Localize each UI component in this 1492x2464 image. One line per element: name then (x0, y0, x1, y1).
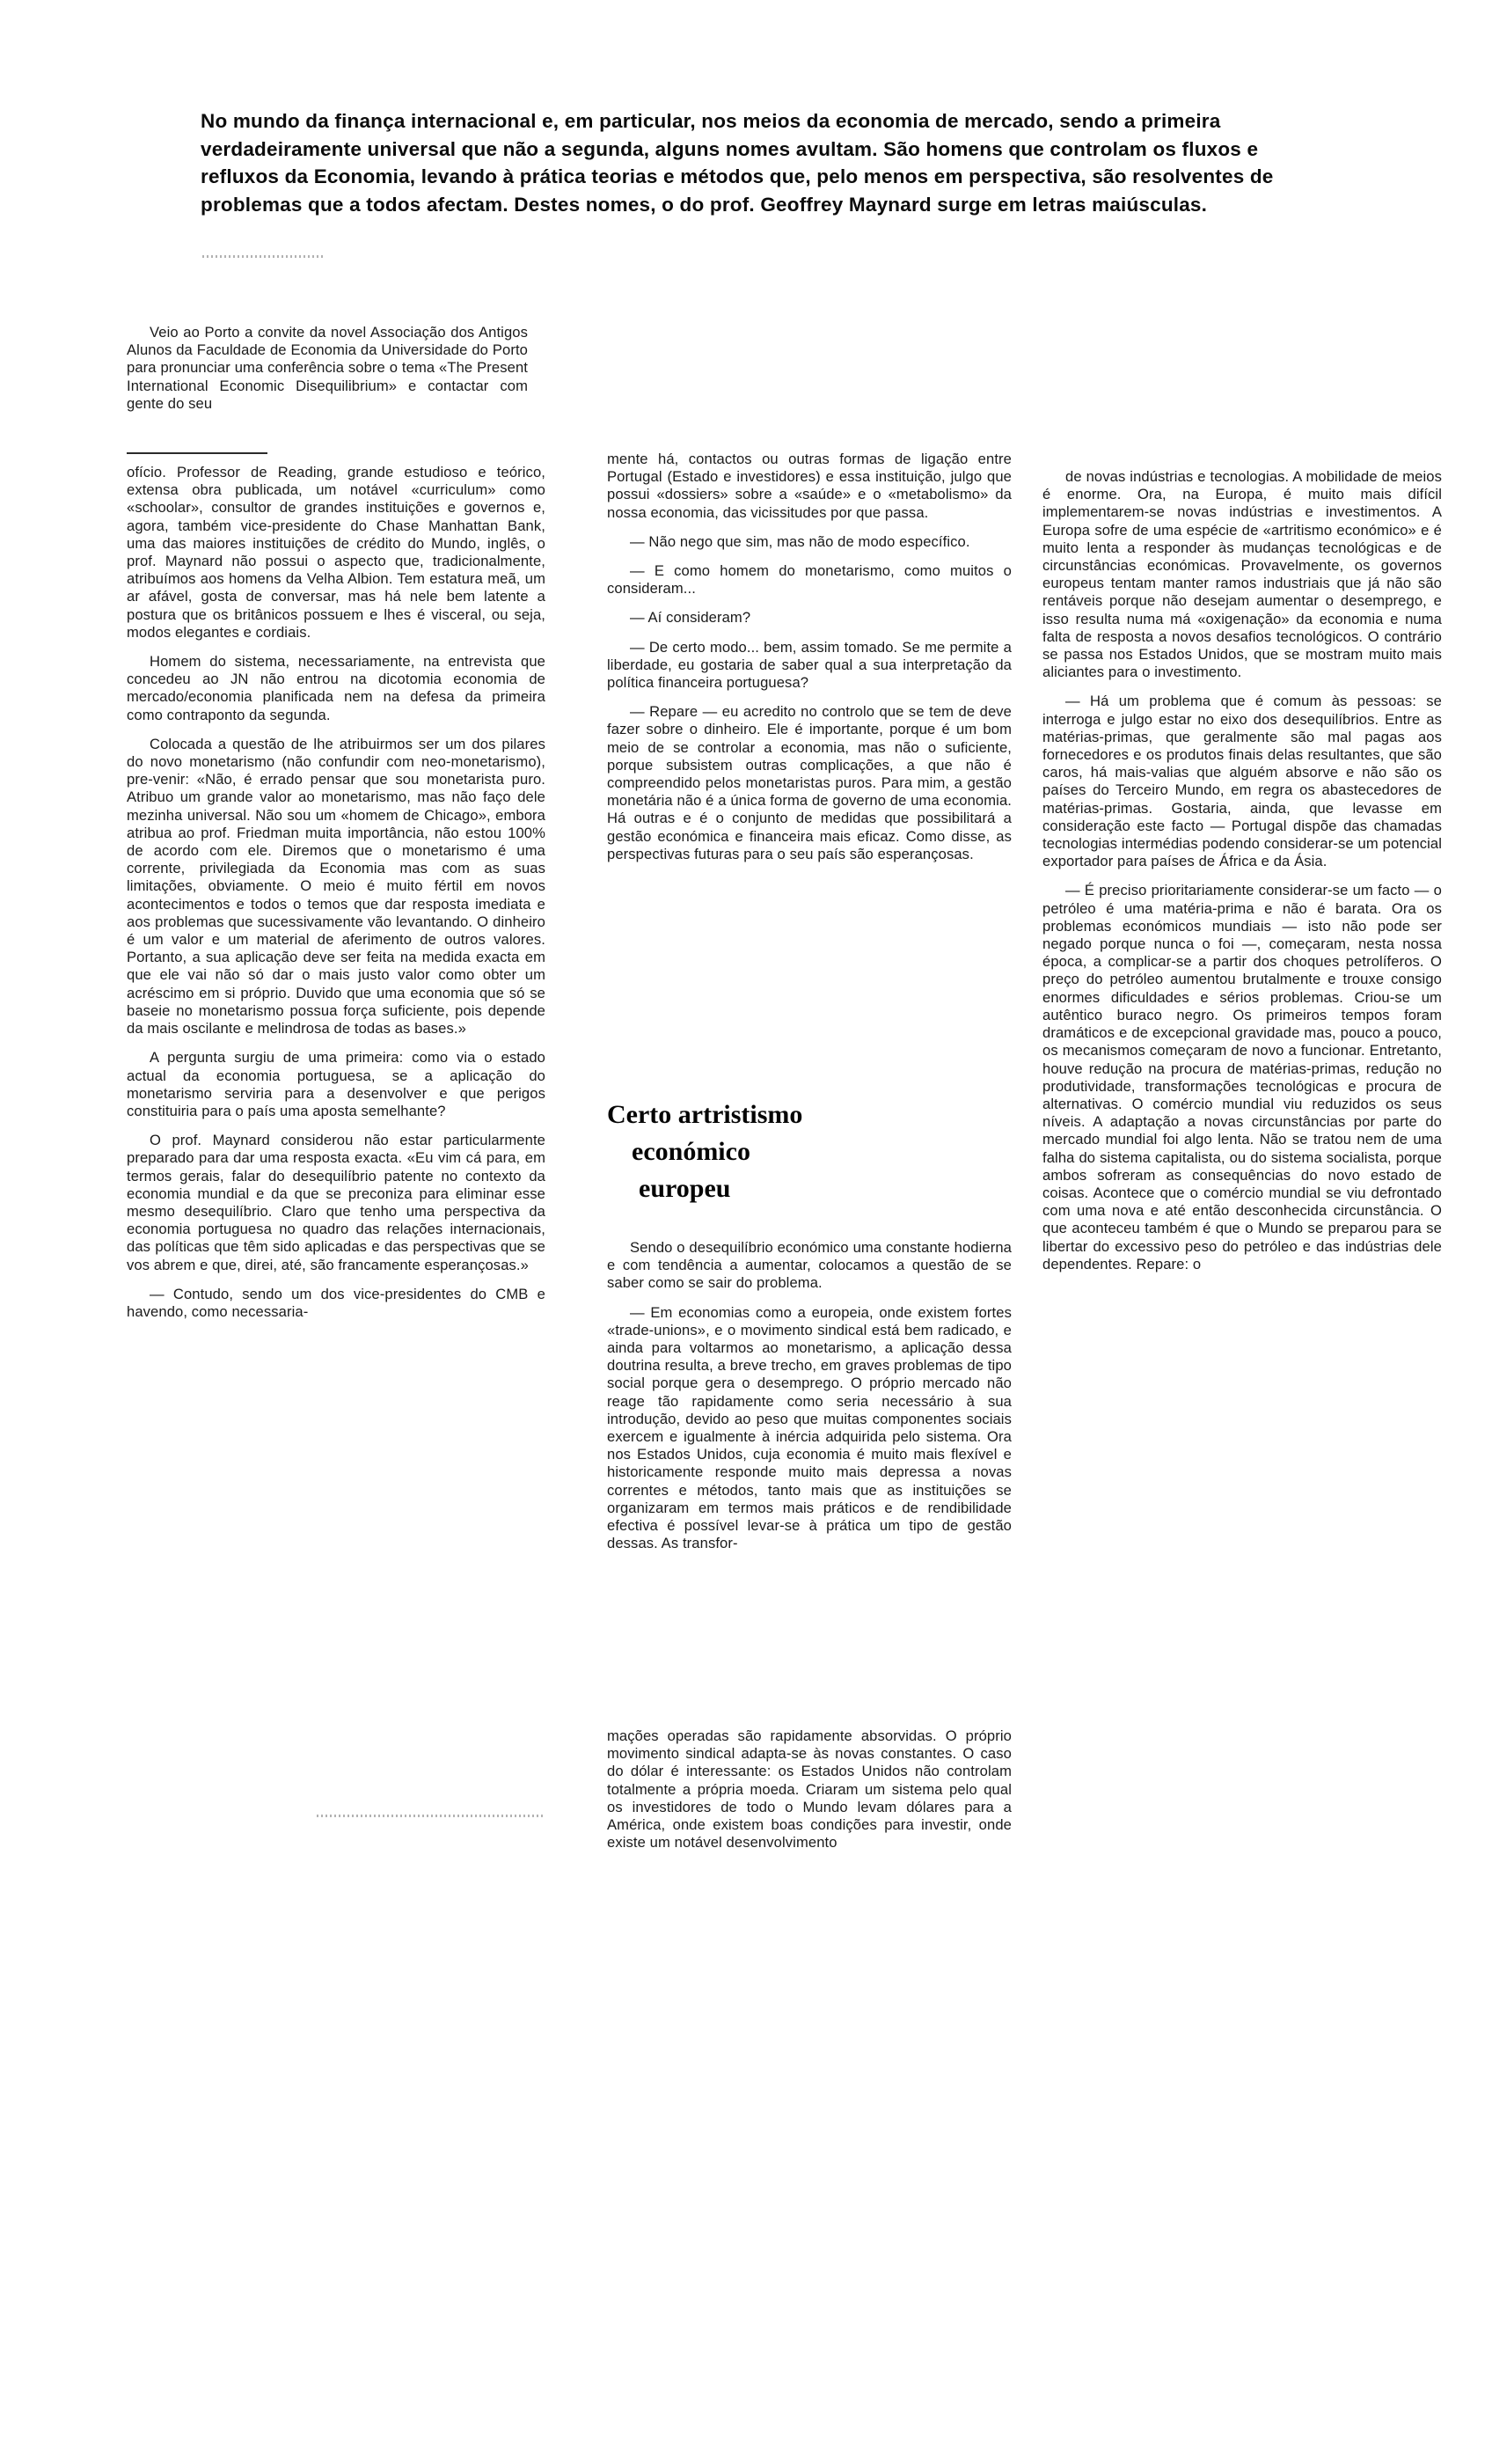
paragraph: — Contudo, sendo um dos vice-presidentes do CMB e havendo, como necessaria- (127, 1285, 545, 1320)
column-2-bottom (607, 1727, 1012, 1863)
print-noise (317, 1815, 545, 1817)
column-3 (1042, 468, 1442, 1285)
subheading-line: económico (632, 1137, 750, 1166)
column-2-middle (607, 1239, 1012, 1564)
subheading (607, 1096, 1012, 1207)
paragraph: — Não nego que sim, mas não de modo específico. (630, 532, 970, 550)
paragraph: — Em economias como a europeia, onde existem fortes «trade-unions», e o movimento sindical está bem radicado, e ainda para voltarmos ao monetarismo, a aplicação dessa doutrina resulta, a breve trecho, em graves problemas de tipo social porque gera o desemprego. O próprio mercado não reage tão rapidamente como seria necessário à sua introdução, devido ao peso que muitas componentes sociais exercem e igualmente à inércia adquirida pelo sistema. Ora nos Estados Unidos, cuja economia é muito mais flexível e historicamente responde muito mais depressa a novas correntes e métodos, tanto mais que as instituições se organizaram em termos mais práticos e de rendibilidade efectiva é possível levar-se à prática um tipo de gestão dessas. As transfor- (607, 1303, 1012, 1552)
lead-paragraph: No mundo da finança internacional e, em particular, nos meios da economia de mercado, sendo a primeira verdadeiramente universal que não a segunda, alguns nomes avultam. São homens que controlam os fluxos e refluxos da Economia, levando à prática teorias e métodos que, pelo menos em perspectiva, são resolventes de problemas que a todos afectam. Destes nomes, o do prof. Geoffrey Maynard surge em letras maiúsculas. (201, 110, 1274, 216)
paragraph: — Aí consideram? (630, 609, 751, 627)
paragraph: — Repare — eu acredito no controlo que se tem de deve fazer sobre o dinheiro. Ele é importante, porque é um bom meio de se controlar a economia, mas não o suficiente, porque subsistem outras complicações, a que não é compreendido pelos monetaristas puros. Para mim, a gestão monetária não é a única forma de governo de uma economia. Há outras e é o conjunto de medidas que possibilitará a gestão económica e financeira mais eficaz. Como disse, as perspectivas futuras para o seu país são esperançosas. (607, 703, 1012, 862)
paragraph: Veio ao Porto a convite da novel Associação dos Antigos Alunos da Faculdade de Economia da Universidade do Porto para pronunciar uma conferência sobre o tema «The Present International Economic Disequilibrium» e contactar com gente do seu (127, 324, 528, 412)
paragraph: Colocada a questão de lhe atribuirmos ser um dos pilares do novo monetarismo (não confundir com neo-monetarismo), pre-venir: «Não, é errado pensar que sou monetarista puro. Atribuo um grande valor ao monetarismo, mas não faço dele mezinha universal. Não sou um «homem de Chicago», embora atribua ao prof. Friedman muita importância, não estou 100% de acordo com ele. Diremos que o monetarismo é uma corrente, privilegiada da Economia mas com as suas limitações, obviamente. O meio é muito fértil em novos acontecimentos e todos o temos que dar resposta imediata e aos problemas que sucessivamente vão levantando. O dinheiro é um valor e um material de aferimento de outros valores. Portanto, a sua aplicação deve ser feita na medida exacta em que ele vai não só dar o mais justo valor como obter um acréscimo em si próprio. Duvido que uma economia que só se baseie no monetarismo possua força suficiente, pois depende da mais oscilante e melindrosa de todas as bases.» (127, 735, 545, 1038)
paragraph: mações operadas são rapidamente absorvidas. O próprio movimento sindical adapta-se às novas constantes. O caso do dólar é interessante: os Estados Unidos não controlam totalmente a própria moeda. Criaram um sistema pelo qual os investidores de todo o Mundo levam dólares para a América, onde existem boas condições para investir, onde existe um notável desenvolvimento (607, 1727, 1012, 1852)
paragraph: mente há, contactos ou outras formas de ligação entre Portugal (Estado e investidores) e essa instituição, julgo que possui «dossiers» sobre a «saúde» e o «metabolismo» da nossa economia, das vicissitudes por que passa. (607, 451, 1012, 521)
paragraph: — De certo modo... bem, assim tomado. Se me permite a liberdade, eu gostaria de saber qual a sua interpretação da política financeira portuguesa? (607, 638, 1012, 692)
column-divider (127, 452, 267, 454)
paragraph: Sendo o desequilíbrio económico uma constante hodierna e com tendência a aumentar, colocamos a questão de se saber como se sair do problema. (607, 1239, 1012, 1292)
subheading-line: europeu (639, 1174, 731, 1203)
paragraph: de novas indústrias e tecnologias. A mobilidade de meios é enorme. Ora, na Europa, é muito mais difícil implementarem-se novas indústrias e investimentos. A Europa sofre de uma espécie de «artritismo económico» e é muito lenta a responder às mudanças tecnológicas e de circunstâncias económicas. Provavelmente, os governos europeus tentam manter ramos industriais que já não são rentáveis porque não desejam aumentar o desemprego, e isso resulta numa má «oxigenação» da economia e numa falta de resposta a novos desafios tecnológicos. O contrário se passa nos Estados Unidos, que se mostram muito mais aliciantes para o investimento. (1042, 468, 1442, 681)
paragraph: Homem do sistema, necessariamente, na entrevista que concedeu ao JN não entrou na dicotomia economia de mercado/economia planificada nem na defesa da primeira como contraponto da segunda. (127, 653, 545, 723)
column-1-body (127, 464, 545, 1332)
column-1-intro (127, 324, 528, 424)
paragraph: A pergunta surgiu de uma primeira: como via o estado actual da economia portuguesa, se a aplicação do monetarismo serviria para a desenvolver e que perigos constituiria para o país uma aposta semelhante? (127, 1049, 545, 1119)
paragraph: ofício. Professor de Reading, grande estudioso e teórico, extensa obra publicada, um notável «curriculum» como «schoolar», consultor de grandes instituições e governos e, agora, também vice-presidente do Chase Manhattan Bank, uma das maiores instituições de crédito do Mundo, inglês, o prof. Maynard não possui o aspecto que, tradicionalmente, atribuímos aos homens da Velha Albion. Tem estatura meã, um ar afável, gosta de conversar, mas há nele bem latente a postura que os britânicos possuem e lhes é visceral, ou seja, modos elegantes e cordiais. (127, 464, 545, 641)
subheading-line: Certo artristismo (607, 1100, 803, 1129)
paragraph: — Há um problema que é comum às pessoas: se interroga e julgo estar no eixo dos desequilíbrios. Entre as matérias-primas, que geralmente são mal pagas aos fornecedores e os produtos finais delas resultantes, que são caros, há mais-valias que alguém absorve e não são os países do Terceiro Mundo, em regra os abastecedores de matérias-primas. Gostaria, ainda, que levasse em consideração este facto — Portugal dispõe das chamadas tecnologias intermédias podendo considerar-se um potencial exportador para países de África e da Ásia. (1042, 693, 1442, 870)
column-2-top (607, 451, 1012, 875)
paragraph: — É preciso prioritariamente considerar-se um facto — o petróleo é uma matéria-prima e não é barata. Ora os problemas económicos mundiais — isto não pode ser negado porque nunca o foi —, começaram, nesta nossa época, a complicar-se a partir dos choques petrolíferos. O preço do petróleo aumentou brutalmente e trouxe consigo enormes dificuldades e sérios problemas. Criou-se um autêntico buraco negro. Os primeiros tempos foram dramáticos e de excepcional gravidade mas, pouco a pouco, os mecanismos começaram de novo a funcionar. Entretanto, houve redução na procura de matérias-primas, redução no produtividade, transformações tecnológicas e procura de alternativas. O comércio mundial viu reduzidos os seus níveis. A adaptação a novas circunstâncias por parte do mercado mundial foi algo lenta. Não se tratou nem de uma falha do sistema capitalista, ou do sistema socialista, porque ambos sofreram as consequências do novo estado de coisas. Acontece que o comércio mundial se viu defrontado com uma nova e até então desconhecida circunstância. O que aconteceu também é que o Mundo se preparou para se libertar do excessivo peso do petróleo e das indústrias dele dependentes. Repare: o (1042, 882, 1442, 1272)
paragraph: — E como homem do monetarismo, como muitos o consideram... (607, 562, 1012, 598)
paragraph: O prof. Maynard considerou não estar particularmente preparado para dar uma resposta exacta. «Eu vim cá para, em termos gerais, falar do desequilíbrio patente no contexto da economia mundial e da que se preconiza para eliminar esse mesmo desequilíbrio. Claro que tenho uma perspectiva da economia portuguesa no quadro das relações internacionais, das políticas que têm sido aplicadas e das perspectivas que se vos abrem e que, direi, até, são francamente esperançosas.» (127, 1132, 545, 1273)
print-noise (202, 255, 325, 258)
